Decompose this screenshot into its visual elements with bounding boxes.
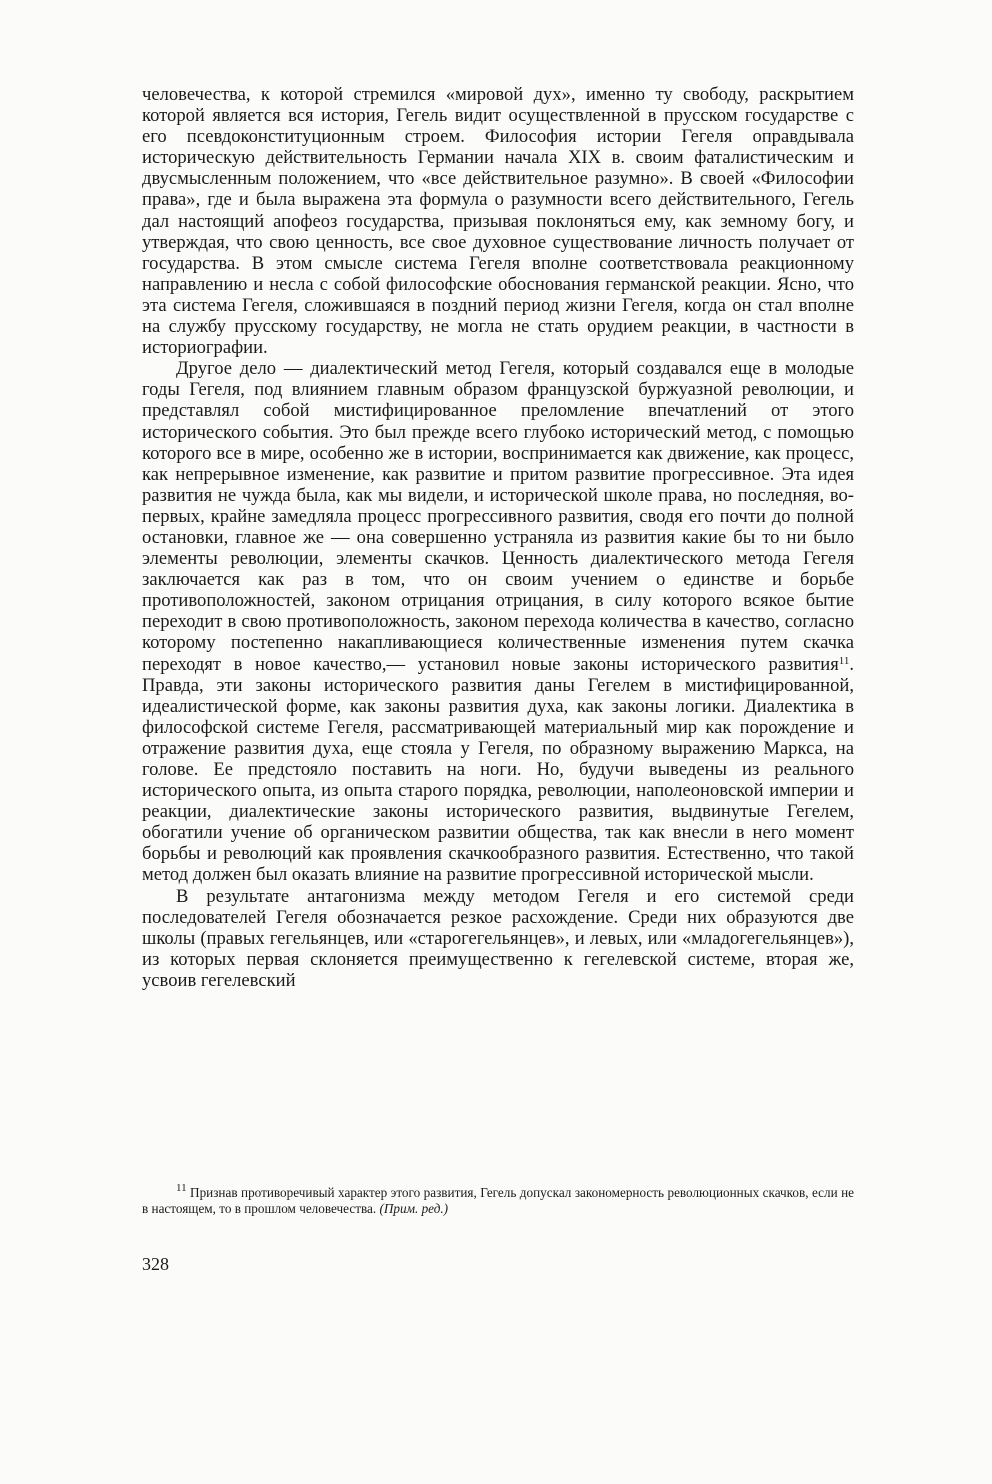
footnote-text: Признав противоречивый характер этого развития, Гегель допускал закономерность революционных скачков, если не в настоящем, то в прошлом человечества.: [142, 1185, 855, 1216]
footnote: [142, 1182, 855, 1217]
paragraph-1: человечества, к которой стремился «мировой дух», именно ту свободу, раскрытием которой является вся история, Гегель видит осуществленной в прусском государстве с его псевдоконституционным строем. Философия истории Гегеля оправдывала историческую действительность Германии начала XIX в. своим фаталистическим и двусмысленным положением, что «все действительное разумно». В своей «Философии права», где и была выражена эта формула о разумности всего действительного, Гегель дал настоящий апофеоз государства, призывая поклоняться ему, как земному богу, и утверждая, что свою ценность, все свое духовное существование личность получает от государства. В этом смысле система Гегеля вполне соответствовала реакционному направлению и несла с собой философские обоснования германской реакции. Ясно, что эта система Гегеля, сложившаяся в поздний период жизни Гегеля, когда он стал вполне на службу прусскому государству, не могла не стать орудием реакции, в частности в историографии.: [142, 84, 854, 359]
footnote-number: 11: [176, 1182, 187, 1194]
paragraph-2-text: Другое дело — диалектический метод Гегеля, который создавался еще в молодые годы Гегеля, под влиянием главным образом французской буржуазной революции, и представлял собой мистифицированное преломление впечатлений от этого исторического события. Это был прежде всего глубоко исторический метод, с помощью которого все в мире, особенно же в истории, воспринимается как движение, как процесс, как непрерывное изменение, как развитие и притом развитие прогрессивное. Эта идея развития не чужда была, как мы видели, и исторической школе права, но последняя, во-первых, крайне замедляла процесс прогрессивного развития, сводя его почти до полной остановки, главное же — она совершенно устраняла из развития какие бы то ни было элементы революции, элементы скачков. Ценность диалектического метода Гегеля заключается как раз в том, что он своим учением о единстве и борьбе противоположностей, законом отрицания отрицания, в силу которого всякое бытие переходит в свою противоположность, законом перехода количества в качество, согласно которому постепенно накапливающиеся количественные изменения путем скачка переходят в новое качество,— установил новые законы исторического развития: [142, 358, 854, 675]
footnote-note: (Прим. ред.): [379, 1201, 449, 1216]
paragraph-2: [142, 358, 854, 885]
paragraph-3: В результате антагонизма между методом Гегеля и его системой среди последователей Гегеля обозначается резкое расхождение. Среди них образуются две школы (правых гегельянцев, или «старогегельянцев», и левых, или «младогегельянцев»), из которых первая склоняется преимущественно к гегелевской системе, вторая же, усвоив гегелевский: [142, 885, 854, 991]
footnote-reference: 11: [838, 654, 850, 667]
footnote-reference-punct: .: [849, 653, 854, 675]
main-text: [142, 84, 854, 991]
paragraph-2-continuation: Правда, эти законы исторического развития даны Гегелем в мистифицированной, идеалистической форме, как законы развития духа, как законы логики. Диалектика в философской системе Гегеля, рассматривающей материальный мир как порождение и отражение развития духа, еще стояла у Гегеля, по образному выражению Маркса, на голове. Ее предстояло поставить на ноги. Но, будучи выведены из реального исторического опыта, из опыта старого порядка, революции, наполеоновской империи и реакции, диалектические законы исторического развития, выдвинутые Гегелем, обогатили учение об органическом развитии общества, так как внесли в него момент борьбы и революций как проявления скачкообразного развития. Естественно, что такой метод должен был оказать влияние на развитие прогрессивной исторической мысли.: [142, 674, 854, 886]
page-number: 328: [142, 1254, 169, 1274]
